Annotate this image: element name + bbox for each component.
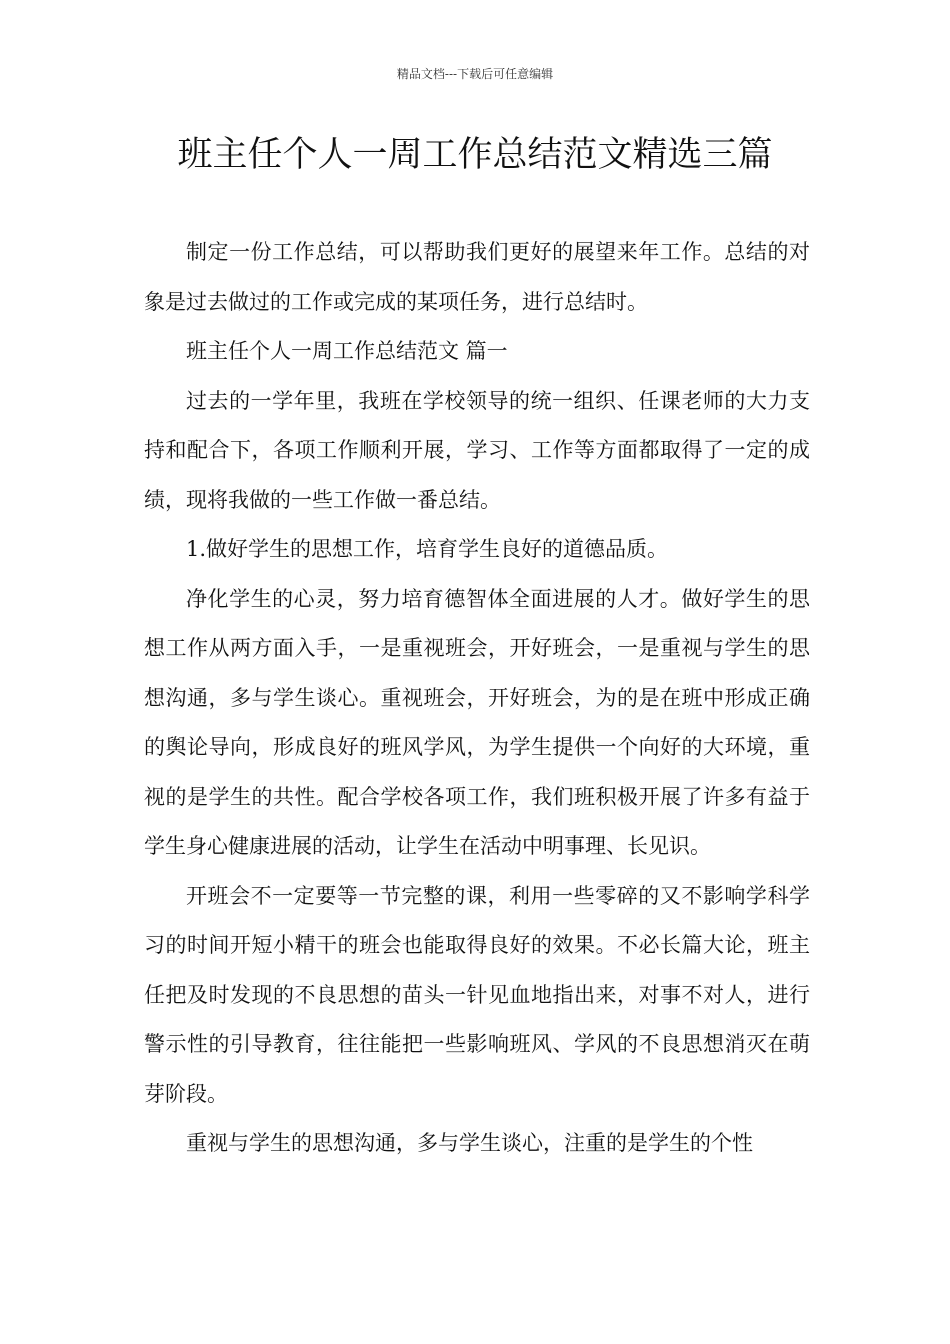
numbered-point: 1.做好学生的思想工作，培育学生良好的道德品质。 [186, 537, 669, 561]
header-note: 精品文档---下载后可任意编辑 [396, 67, 554, 81]
section-heading: 班主任个人一周工作总结范文 篇一 [186, 339, 508, 363]
intro-paragraph: 制定一份工作总结，可以帮助我们更好的展望来年工作。总结的对象是过去做过的工作或完成的某项任务，进行总结时。 [144, 240, 810, 314]
document-body [144, 228, 810, 1169]
body-paragraph: 过去的一学年里，我班在学校领导的统一组织、任课老师的大力支持和配合下，各项工作顺利开展，学习、工作等方面都取得了一定的成绩，现将我做的一些工作做一番总结。 [144, 388, 810, 512]
body-paragraph: 重视与学生的思想沟通，多与学生谈心，注重的是学生的个性 [186, 1131, 753, 1155]
body-paragraph: 净化学生的心灵，努力培育德智体全面进展的人才。做好学生的思想工作从两方面入手，一是重视班会，开好班会，一是重视与学生的思想沟通，多与学生谈心。重视班会，开好班会，为的是在班中形成正确的舆论导向，形成良好的班风学风，为学生提供一个向好的大环境，重视的是学生的共性。配合学校各项工作，我们班积极开展了许多有益于学生身心健康进展的活动，让学生在活动中明事理、长见识。 [144, 586, 810, 858]
body-paragraph: 开班会不一定要等一节完整的课，利用一些零碎的又不影响学科学习的时间开短小精干的班会也能取得良好的效果。不必长篇大论，班主任把及时发现的不良思想的苗头一针见血地指出来，对事不对人，进行警示性的引导教育，往往能把一些影响班风、学风的不良思想消灭在萌芽阶段。 [144, 883, 810, 1106]
document-title: 班主任个人一周工作总结范文精选三篇 [177, 135, 773, 175]
